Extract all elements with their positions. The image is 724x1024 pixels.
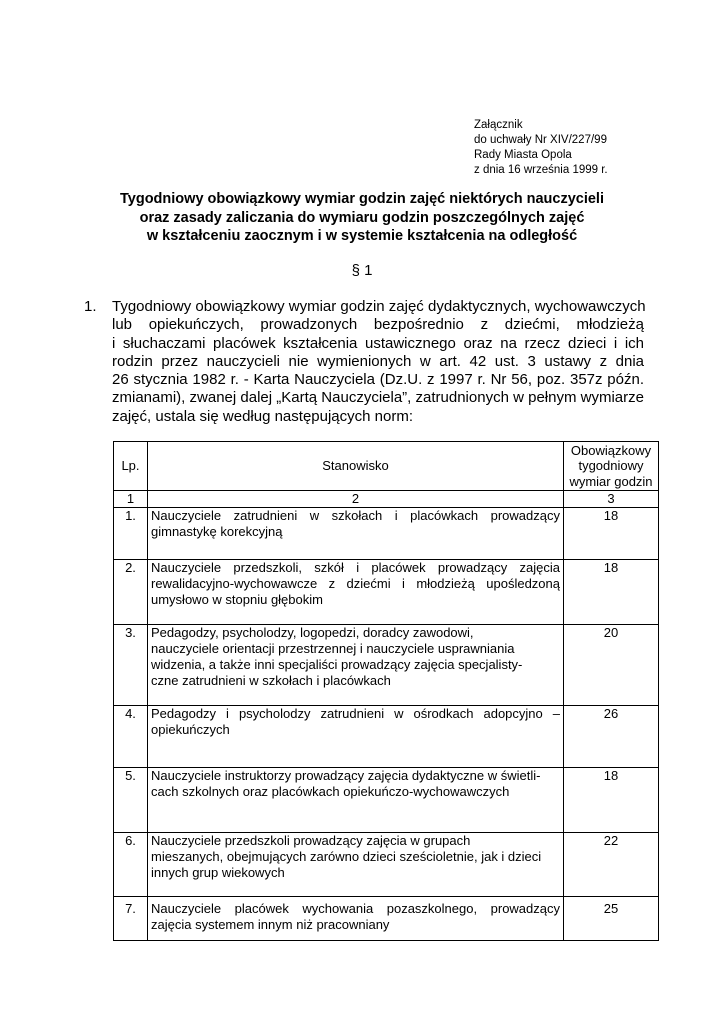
header-hours-line: Obowiązkowy	[570, 442, 652, 458]
annex-line: do uchwały Nr XIV/227/99	[474, 134, 607, 146]
title-line: w kształceniu zaocznym i w systemie kształcenia na odległość	[146, 228, 578, 244]
row-lp: 2.	[114, 560, 148, 625]
paragraph-line: Tygodniowy obowiązkowy wymiar godzin zajęć dydaktycznych, wychowawczych	[112, 298, 646, 315]
header-lp: Lp.	[114, 442, 148, 491]
row-lp: 1.	[114, 508, 148, 560]
header-hours-line: wymiar godzin	[569, 473, 653, 489]
row-hours: 18	[564, 508, 659, 560]
description-line: Pedagodzy i psycholodzy zatrudnieni w ośrodkach adopcyjno –	[151, 706, 560, 721]
header-position: Stanowisko	[148, 442, 564, 491]
annex-line: Rady Miasta Opola	[474, 149, 572, 161]
paragraph-line: i słuchaczami placówek kształcenia ustawicznego oraz na rzecz dzieci i ich	[112, 334, 644, 352]
title-line: oraz zasady zaliczania do wymiaru godzin poszczególnych zajęć	[139, 209, 585, 226]
paragraph-line: zmianami), zwanej dalej „Kartą Nauczyciela”, zatrudnionych w pełnym wymiarze	[112, 389, 644, 407]
paragraph-number: 1.	[84, 298, 97, 315]
row-hours: 26	[564, 706, 659, 768]
column-number-row	[114, 491, 659, 508]
description-line: Pedagodzy, psycholodzy, logopedzi, doradcy zawodowi,	[151, 625, 474, 640]
annex-line: z dnia 16 września 1999 r.	[474, 164, 608, 176]
row-lp: 4.	[114, 706, 148, 768]
column-number: 2	[148, 491, 564, 508]
description-line: zajęcia systemem innym niż pracowniany	[151, 917, 390, 932]
document-title	[60, 190, 664, 246]
description-line: gimnastykę korekcyjną	[151, 524, 283, 539]
row-hours: 18	[564, 560, 659, 625]
row-hours: 18	[564, 768, 659, 833]
paragraph-line: zajęć, ustala się według następujących norm:	[112, 407, 413, 425]
row-lp: 7.	[114, 897, 148, 941]
row-description	[148, 625, 564, 706]
description-line: Nauczyciele przedszkoli prowadzący zajęcia w grupach	[151, 833, 471, 848]
paragraph-line: rodzin przez nauczycieli nie wymienionych w art. 42 ust. 3 ustawy z dnia	[112, 352, 644, 370]
row-hours: 22	[564, 833, 659, 897]
section-mark: § 1	[351, 262, 373, 279]
table-row	[114, 897, 659, 941]
description-line: Nauczyciele zatrudnieni w szkołach i placówkach prowadzący	[151, 508, 560, 523]
row-description	[148, 897, 564, 941]
column-number: 1	[114, 491, 148, 508]
row-description	[148, 560, 564, 625]
paragraph-1	[84, 298, 644, 426]
title-line: Tygodniowy obowiązkowy wymiar godzin zajęć niektórych nauczycieli	[120, 191, 604, 207]
row-hours: 20	[564, 625, 659, 706]
row-description	[148, 706, 564, 768]
table-row	[114, 508, 659, 560]
description-line: nauczyciele orientacji przestrzennej i nauczyciele usprawniania	[151, 641, 515, 656]
header-hours	[564, 442, 659, 491]
description-line: mieszanych, obejmujących zarówno dzieci sześcioletnie, jak i dzieci	[151, 849, 542, 864]
annex-note	[474, 118, 608, 178]
description-line: umysłowo w stopniu głębokim	[151, 592, 323, 607]
table-header-row	[114, 442, 659, 491]
paragraph-line: 26 stycznia 1982 r. - Karta Nauczyciela (Dz.U. z 1997 r. Nr 56, poz. 357z późn.	[112, 371, 644, 389]
table-row	[114, 833, 659, 897]
description-line: cach szkolnych oraz placówkach opiekuńczo-wychowawczych	[151, 784, 510, 799]
description-line: opiekuńczych	[151, 722, 230, 737]
description-line: rewalidacyjno-wychowawcze z dziećmi i młodzieżą upośledzoną	[151, 576, 560, 591]
row-description	[148, 833, 564, 897]
table-row	[114, 706, 659, 768]
table-row	[114, 560, 659, 625]
column-number: 3	[564, 491, 659, 508]
row-lp: 6.	[114, 833, 148, 897]
header-hours-line: tygodniowy	[578, 458, 644, 474]
table-row	[114, 768, 659, 833]
description-line: Nauczyciele placówek wychowania pozaszkolnego, prowadzący	[151, 901, 560, 916]
row-lp: 3.	[114, 625, 148, 706]
description-line: czne zatrudnieni w szkołach i placówkach	[151, 673, 391, 688]
description-line: Nauczyciele instruktorzy prowadzący zajęcia dydaktyczne w świetli-	[151, 768, 541, 783]
table-row	[114, 625, 659, 706]
norms-table	[113, 441, 659, 941]
paragraph-line: lub opiekuńczych, prowadzonych bezpośrednio z dziećmi, młodzieżą	[112, 316, 644, 334]
description-line: innych grup wiekowych	[151, 865, 285, 880]
row-hours: 25	[564, 897, 659, 941]
row-description	[148, 768, 564, 833]
annex-line: Załącznik	[474, 119, 523, 131]
description-line: Nauczyciele przedszkoli, szkół i placówek prowadzący zajęcia	[151, 560, 560, 575]
description-line: widzenia, a także inni specjaliści prowadzący zajęcia specjalisty-	[151, 657, 523, 672]
row-lp: 5.	[114, 768, 148, 833]
row-description	[148, 508, 564, 560]
